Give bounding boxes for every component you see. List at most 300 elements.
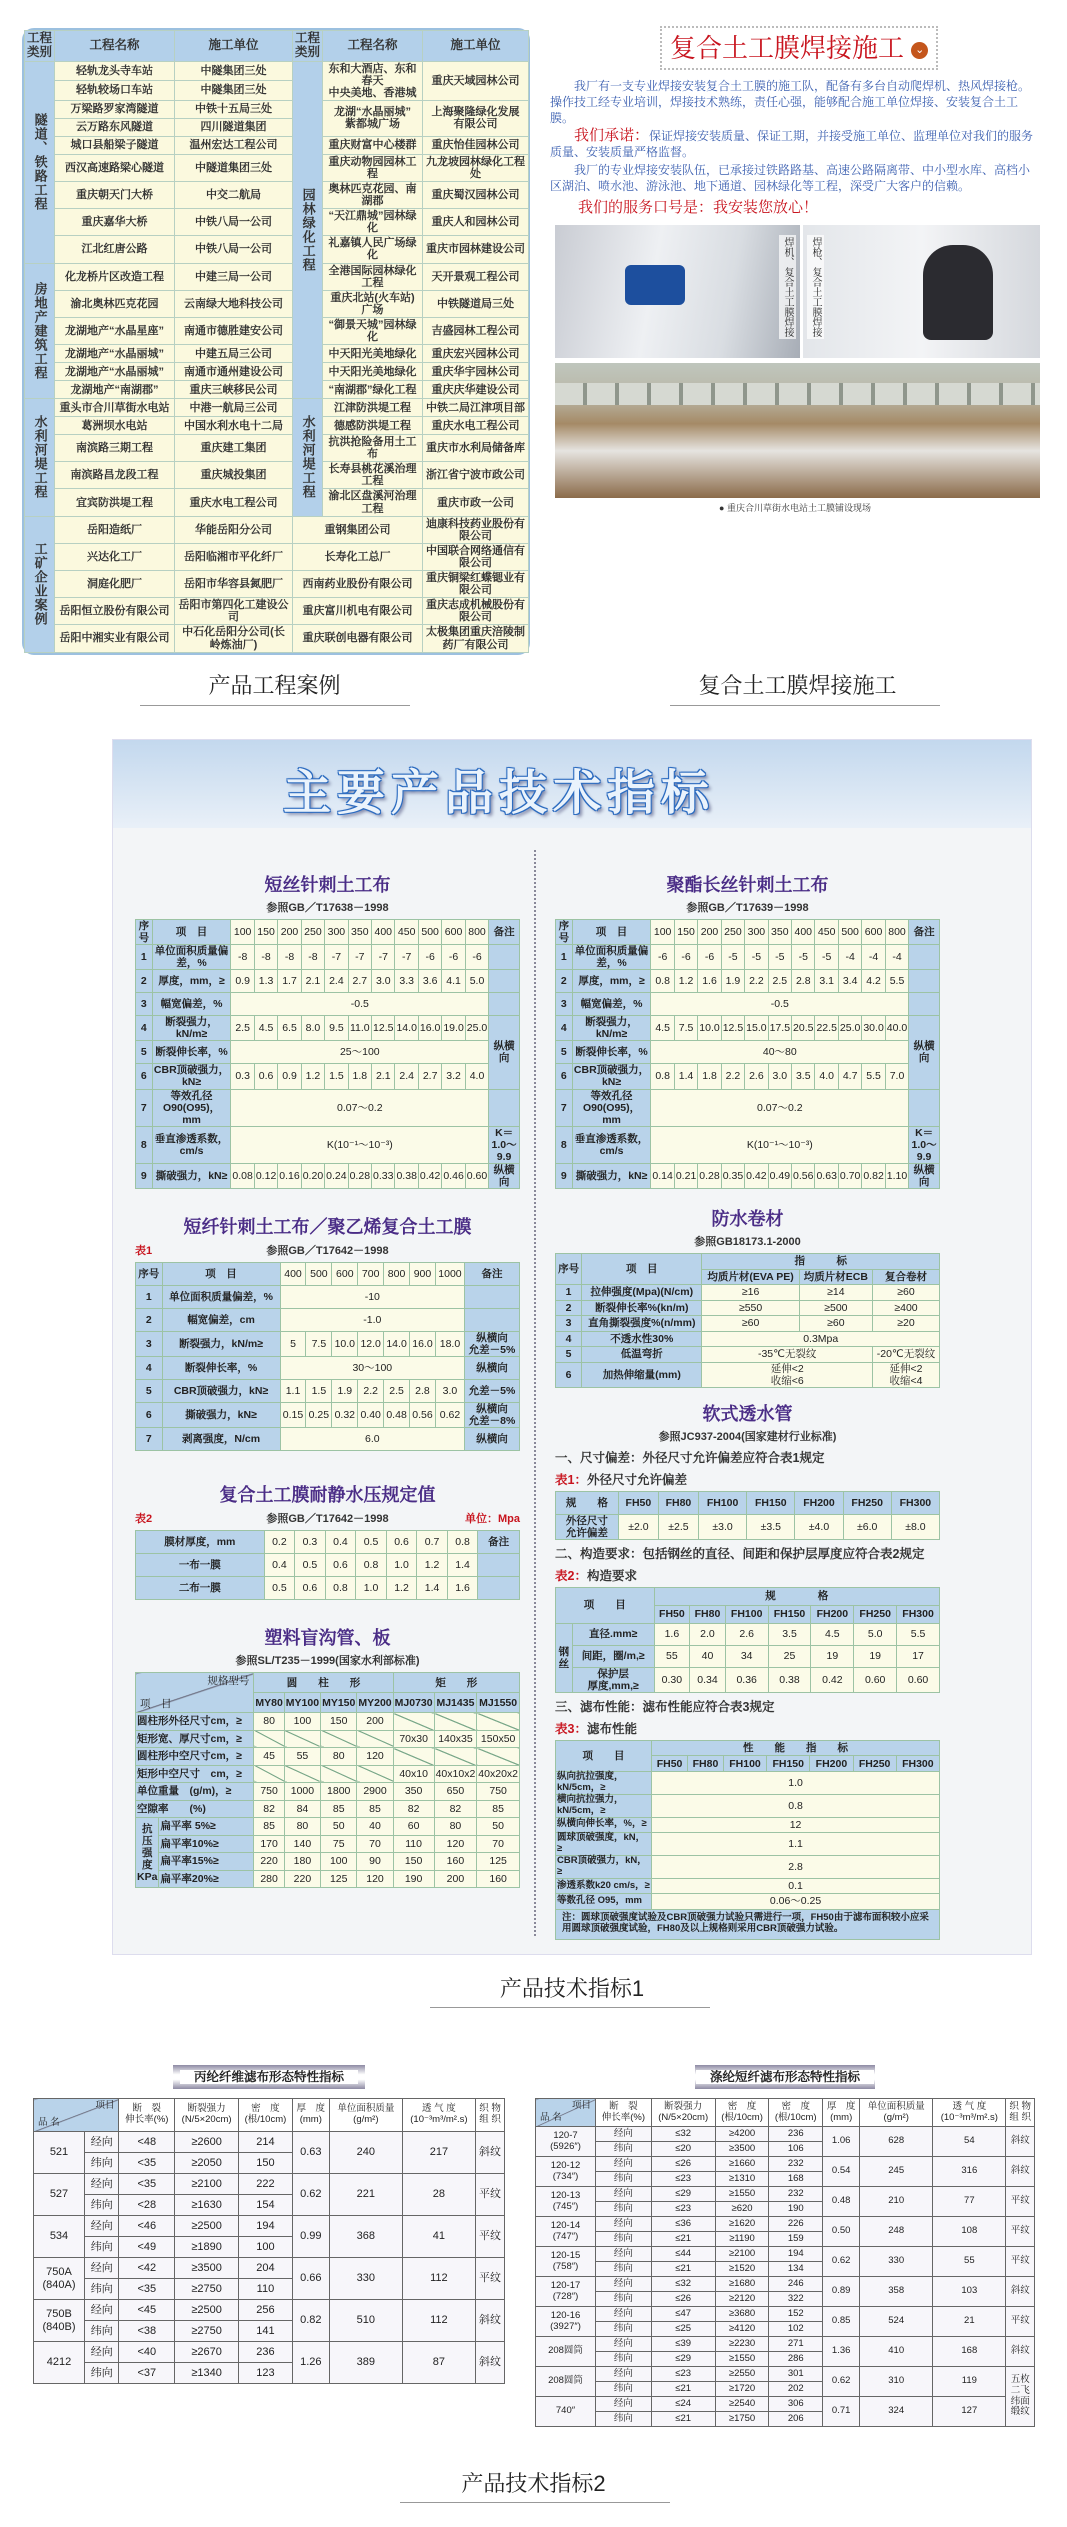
- table-cell: 矩形中空尺寸 cm，≥: [136, 1765, 254, 1783]
- table-cell: 德感防洪堤工程: [323, 417, 423, 435]
- table-cell: 0.5: [356, 1531, 387, 1554]
- table-cell: 120: [357, 1870, 393, 1888]
- table-row: [556, 1587, 940, 1605]
- table-cell: 0.42: [418, 1163, 441, 1188]
- table-cell: 0.9: [231, 970, 254, 993]
- table-cell: 40x10x2: [434, 1765, 477, 1783]
- project-cases-caption: 产品工程案例: [208, 673, 341, 698]
- table-cell: 2900: [357, 1783, 393, 1801]
- table-cell: 天开景观工程公司: [423, 263, 529, 290]
- table-cell: 7: [136, 1428, 163, 1451]
- composite-table-label: 表1: [135, 1245, 153, 1257]
- table-cell: 40: [690, 1645, 726, 1667]
- table-cell: 7.0: [885, 1064, 908, 1089]
- table-row: [25, 317, 529, 344]
- table-cell: 1.10: [885, 1163, 908, 1188]
- table-cell: 12.5: [372, 1016, 395, 1041]
- soft-pipe-title: 软式透水管: [702, 1403, 793, 1424]
- table-cell: 单位面积质量 (g/m²): [860, 2099, 933, 2127]
- table-cell: ≥4120: [715, 2322, 769, 2337]
- table-row: [25, 462, 529, 489]
- table-cell: 纬向: [596, 2202, 652, 2217]
- table-cell: 150: [674, 920, 697, 945]
- table-cell: 200: [278, 920, 301, 945]
- table-cell: ≥1310: [715, 2172, 769, 2187]
- structure-table: [555, 1587, 940, 1693]
- table-cell: 纵向抗拉强度，kN/5cm，≥: [556, 1771, 652, 1794]
- table-cell: 1.2: [674, 970, 697, 993]
- table-cell: 7: [136, 1089, 153, 1126]
- table-cell: <40: [119, 2342, 175, 2363]
- table-cell: ≥500: [799, 1300, 872, 1316]
- table-cell: 140: [284, 1835, 320, 1853]
- table-cell: 14.0: [384, 1332, 410, 1357]
- table-cell: FH200: [795, 1491, 843, 1514]
- table-cell: 岳阳市华容县氮肥厂: [175, 571, 293, 598]
- table-cell: [489, 945, 520, 970]
- divider: [400, 2502, 670, 2503]
- table-cell: FH300: [897, 1605, 940, 1623]
- table-row: [136, 993, 520, 1016]
- table-cell: <35: [119, 2153, 175, 2174]
- table-cell: 7: [556, 1089, 573, 1126]
- table-cell: 云南绿大地科技公司: [175, 290, 293, 317]
- table-cell: ≥60: [702, 1316, 799, 1332]
- table-row: [536, 2337, 1035, 2352]
- table-cell: ±2.0: [618, 1514, 658, 1539]
- table-cell: ≤21: [651, 2232, 715, 2247]
- table-cell: 2: [556, 1300, 582, 1316]
- table-cell: 幅宽偏差，%: [572, 993, 651, 1016]
- table-cell: 4.0: [815, 1064, 838, 1089]
- table-cell: 岳阳造纸厂: [55, 516, 175, 543]
- table-cell: 628: [860, 2127, 933, 2157]
- table-cell: 云万路东风隧道: [55, 118, 175, 136]
- table-cell: 206: [769, 2412, 823, 2427]
- table-row: [25, 100, 529, 118]
- table-cell: 长寿化工总厂: [293, 543, 423, 570]
- table-cell: 3.0: [768, 1064, 791, 1089]
- table-cell: 5.0: [465, 970, 488, 993]
- table-cell: 400: [280, 1263, 306, 1286]
- table-cell: <38: [119, 2321, 175, 2342]
- table-cell: 透 气 度 (10⁻³m³/m².s): [402, 2099, 475, 2132]
- table-cell: 4.1: [442, 970, 465, 993]
- table-cell: 项 目: [556, 1740, 652, 1771]
- table-cell: 1000: [284, 1783, 320, 1801]
- table-cell: 迪康科技药业股份有限公司: [423, 516, 529, 543]
- table-cell: -5: [768, 945, 791, 970]
- table-cell: 重庆怡佳园林公司: [423, 136, 529, 154]
- table-row: [536, 2307, 1035, 2322]
- table-cell: 抗压强度 KPa: [136, 1818, 159, 1888]
- table-cell: 备注: [489, 920, 520, 945]
- table-cell: 渝北区盘溪河治理工程: [323, 489, 423, 516]
- waterproof-table: [555, 1253, 940, 1388]
- table-cell: 19: [854, 1645, 897, 1667]
- table-cell: 1: [136, 1286, 163, 1309]
- table-cell: MJ1550: [477, 1693, 520, 1713]
- table-cell: 0.8: [447, 1531, 478, 1554]
- table-cell: 上海聚隆绿化发展 有限公司: [423, 100, 529, 136]
- drain-standard: 参照SL/T235－1999(国家水利部标准): [235, 1655, 420, 1668]
- table-cell: ≥4200: [715, 2127, 769, 2142]
- table-cell: 85: [254, 1818, 284, 1836]
- table-cell: 保护层 厚度,mm,≥: [572, 1667, 654, 1692]
- table-cell: 10.0: [332, 1332, 358, 1357]
- table-cell: [489, 970, 520, 993]
- table-cell: ±6.0: [843, 1514, 891, 1539]
- table-row: [556, 1254, 940, 1270]
- table-cell: 浙江省宁波市政公司: [423, 462, 529, 489]
- table-cell: 礼嘉镇人民广场绿化: [323, 236, 423, 263]
- diagonal-header-bottom: 项 目: [140, 1698, 172, 1711]
- table-cell: 工程名称: [55, 31, 175, 62]
- table-cell: ≤23: [651, 2202, 715, 2217]
- table-cell: 350: [348, 920, 371, 945]
- divider: [140, 705, 410, 706]
- table-cell: ≤47: [651, 2307, 715, 2322]
- table-cell: 0.54: [823, 2157, 860, 2187]
- table-cell: 204: [239, 2258, 293, 2279]
- table-cell: ≤44: [651, 2247, 715, 2262]
- table-cell: 55: [933, 2247, 1006, 2277]
- table-cell: [465, 1286, 520, 1309]
- table-cell: 3.6: [418, 970, 441, 993]
- table-cell: MY100: [284, 1693, 320, 1713]
- table-cell: 重庆富川机电有限公司: [293, 598, 423, 625]
- table-cell: 平纹: [1006, 2307, 1035, 2337]
- table-cell: 0.99: [292, 2216, 329, 2258]
- table-row: [25, 154, 529, 181]
- table-cell: ±3.0: [698, 1514, 746, 1539]
- table-cell: FH50: [618, 1491, 658, 1514]
- pp-title: 丙纶纤维滤布形态特性指标: [180, 2070, 358, 2084]
- table-row: [556, 1794, 940, 1817]
- table-row: [556, 1623, 940, 1645]
- table-cell: 2.0: [690, 1623, 726, 1645]
- table-cell: 0.5: [295, 1554, 326, 1577]
- table-cell: 2.2: [358, 1380, 384, 1403]
- table-cell: 断裂伸长率，%: [572, 1041, 651, 1064]
- table-cell: 0.07～0.2: [651, 1089, 909, 1126]
- table-cell: ≥60: [799, 1316, 872, 1332]
- table-cell: 6: [136, 1064, 153, 1089]
- table-cell: 85: [477, 1800, 520, 1818]
- table-cell: -7: [348, 945, 371, 970]
- table-cell: 1.8: [348, 1064, 371, 1089]
- table-cell: 15.0: [745, 1016, 768, 1041]
- table-cell: 0.89: [823, 2277, 860, 2307]
- table-cell: K(10⁻¹～10⁻³): [651, 1126, 909, 1163]
- table-cell: 1.5: [325, 1064, 348, 1089]
- table-cell: ±4.0: [795, 1514, 843, 1539]
- table-cell: 14.0: [395, 1016, 418, 1041]
- table-cell: 2.7: [348, 970, 371, 993]
- table-cell: 80: [284, 1818, 320, 1836]
- table-cell: [34, 2099, 119, 2132]
- table-cell: 120-17 (728″): [536, 2277, 596, 2307]
- table-row: [136, 1016, 520, 1041]
- table-cell: -1.0: [280, 1309, 464, 1332]
- table-cell: 0.07～0.2: [231, 1089, 489, 1126]
- table-row: [136, 1765, 520, 1783]
- table-cell: 80: [254, 1713, 284, 1731]
- table-row: [25, 543, 529, 570]
- table-cell: 0.66: [292, 2258, 329, 2300]
- table-cell: 直径.mm≥: [572, 1623, 654, 1645]
- table-cell: 800: [384, 1263, 410, 1286]
- table-cell: 低温弯折: [582, 1347, 702, 1363]
- table-cell: 二布一膜: [136, 1577, 265, 1600]
- polyester-table: [555, 919, 940, 1189]
- table-cell: 120-7 (5926″): [536, 2127, 596, 2157]
- table-cell: 2.8: [792, 970, 815, 993]
- table-cell: 中天阳光美地绿化: [323, 345, 423, 363]
- waterproof-standard: 参照GB18173.1-2000: [694, 1236, 801, 1248]
- table-cell: ≥2600: [175, 2132, 239, 2153]
- table-cell: ≥1720: [715, 2382, 769, 2397]
- table-cell: 重庆城投集团: [175, 462, 293, 489]
- welding-title: [660, 26, 938, 70]
- table-cell: 900: [410, 1263, 436, 1286]
- table-cell: 经向: [596, 2187, 652, 2202]
- table-cell: 0.62: [435, 1403, 464, 1428]
- table-cell: 5.5: [862, 1064, 885, 1089]
- table-cell: MY150: [321, 1693, 357, 1713]
- table-cell: 256: [239, 2300, 293, 2321]
- table-cell: 规 格: [556, 1491, 619, 1514]
- table-cell: ≤21: [651, 2262, 715, 2277]
- table-cell: -6: [418, 945, 441, 970]
- table-cell: 0.82: [862, 1163, 885, 1188]
- polyester-title: 聚酯长丝针刺土工布: [666, 875, 829, 895]
- table-cell: 岳阳中湘实业有限公司: [55, 625, 175, 652]
- welding-experience: 我厂的专业焊接安装队伍，已承接过铁路路基、高速公路隔离带、中小型水库、高档小区湖泊、喷水池、游泳池、地下通道、园林绿化等工程，深受广大客户的信赖。: [550, 163, 1031, 193]
- table-cell: 0.7: [417, 1531, 448, 1554]
- table-cell: 600: [332, 1263, 358, 1286]
- table-cell: 250: [301, 920, 324, 945]
- table-cell: 1.26: [292, 2342, 329, 2384]
- table-cell: -6: [698, 945, 721, 970]
- table-cell: 渝北奥林匹克花园: [55, 290, 175, 317]
- table-cell: 斜纹: [1006, 2157, 1035, 2187]
- table-cell: 宜宾防洪堤工程: [55, 489, 175, 516]
- table-cell: ≥1750: [715, 2412, 769, 2427]
- table-row: [556, 1331, 940, 1347]
- table-cell: 2.6: [745, 1064, 768, 1089]
- table-cell: [357, 1765, 393, 1783]
- table-cell: 25: [768, 1645, 811, 1667]
- hydrostatic-unit: 单位：Mpa: [465, 1513, 520, 1526]
- table-cell: 2.1: [301, 970, 324, 993]
- table-cell: 34: [725, 1645, 768, 1667]
- table-cell: 1: [136, 945, 153, 970]
- table-cell: 280: [254, 1870, 284, 1888]
- table-cell: 纬向: [596, 2292, 652, 2307]
- table-cell: ≥2100: [175, 2174, 239, 2195]
- table-cell: 矩 形: [393, 1673, 519, 1693]
- table-cell: 纵横向: [909, 1163, 940, 1188]
- table-cell: FH150: [768, 1605, 811, 1623]
- photo-caption: 焊枪、复合土工膜焊接: [807, 235, 824, 339]
- table-cell: 306: [769, 2397, 823, 2412]
- table-row: [34, 2216, 505, 2237]
- table-cell: 九龙坡园林绿化工程处: [423, 154, 529, 181]
- welding-machine-photo: [555, 225, 800, 358]
- table-cell: ≥400: [872, 1300, 939, 1316]
- table-row: [136, 1730, 520, 1748]
- project-cases-table: [24, 30, 529, 653]
- table3-title: 滤布性能: [586, 1721, 637, 1736]
- table-cell: [254, 1765, 284, 1783]
- table-cell: 中铁十五局三处: [175, 100, 293, 118]
- table-cell: FH250: [843, 1491, 891, 1514]
- table-cell: 9: [556, 1163, 573, 1188]
- welding-caption: 复合土工膜焊接施工: [698, 673, 897, 698]
- table-cell: 城口县船梁子隧道: [55, 136, 175, 154]
- table-cell: 断裂强力，kN/m≥: [152, 1016, 231, 1041]
- table-cell: 800: [885, 920, 908, 945]
- table-row: [25, 363, 529, 381]
- table-row: [536, 2099, 1035, 2127]
- table-cell: 368: [329, 2216, 402, 2258]
- site-photo-caption-text: 重庆合川草街水电站土工膜铺设现场: [726, 503, 871, 513]
- table-cell: 南滨路昌龙段工程: [55, 462, 175, 489]
- table-cell: 中建五局三公司: [175, 345, 293, 363]
- table-cell: 工程类别: [293, 31, 323, 62]
- size-deviation-table: [555, 1491, 940, 1540]
- table-cell: 25～100: [231, 1041, 489, 1064]
- table-cell: 南通市通州建设公司: [175, 363, 293, 381]
- table-cell: ≤21: [651, 2382, 715, 2397]
- table-cell: 1.0: [356, 1577, 387, 1600]
- table-cell: ≥2230: [715, 2337, 769, 2352]
- table-cell: 650: [434, 1783, 477, 1801]
- table-cell: 4.0: [465, 1064, 488, 1089]
- spec-right-column: [555, 871, 940, 1940]
- table-cell: 1.6: [447, 1577, 478, 1600]
- table-cell: 中国水利水电十二局: [175, 417, 293, 435]
- welding-promise: [550, 128, 1040, 160]
- table-cell: 纵横向: [465, 1357, 520, 1380]
- table-cell: 208圆筒: [536, 2367, 596, 2397]
- table-cell: 经向: [596, 2397, 652, 2412]
- table-cell: 0.48: [823, 2187, 860, 2217]
- table-cell: 纵横向伸长率，%，≥: [556, 1817, 652, 1833]
- table-cell: ≥2750: [175, 2321, 239, 2342]
- table-row: [136, 1332, 520, 1357]
- table-cell: 110: [239, 2279, 293, 2300]
- table-cell: 152: [769, 2307, 823, 2322]
- table-cell: 750B (840B): [34, 2300, 85, 2342]
- table-cell: ≤29: [651, 2352, 715, 2367]
- table-cell: 全港国际园林绿化工程: [323, 263, 423, 290]
- table-cell: 指 标: [702, 1254, 940, 1270]
- table-cell: -4: [862, 945, 885, 970]
- table-cell: 1.1: [652, 1833, 940, 1856]
- table-cell: 0.71: [823, 2397, 860, 2427]
- filter-performance-table: [555, 1740, 940, 1940]
- table-cell: 纬向: [84, 2279, 118, 2300]
- table-cell: 40～80: [651, 1041, 909, 1064]
- table-cell: 154: [239, 2195, 293, 2216]
- table-cell: 50: [321, 1818, 357, 1836]
- table-cell: ≥3500: [715, 2142, 769, 2157]
- table-cell: 1: [556, 945, 573, 970]
- table-cell: 2.4: [325, 970, 348, 993]
- table-cell: 斜纹: [476, 2132, 505, 2174]
- table-row: [136, 970, 520, 993]
- table-cell: <35: [119, 2279, 175, 2300]
- table-cell: CBR顶破强力，kN≥: [162, 1380, 280, 1403]
- table-cell: 3: [136, 1332, 163, 1357]
- table-cell: 0.63: [815, 1163, 838, 1188]
- table-cell: 6.5: [278, 1016, 301, 1041]
- table-cell: 1.36: [823, 2337, 860, 2367]
- table-cell: 6: [136, 1403, 163, 1428]
- table-cell: 纬向: [84, 2363, 118, 2384]
- table-cell: 194: [239, 2216, 293, 2237]
- table-cell: 断裂强力，kN/m≥: [572, 1016, 651, 1041]
- table-cell: 2.7: [418, 1064, 441, 1089]
- table-cell: ≥3680: [715, 2307, 769, 2322]
- table-cell: 项 目: [582, 1254, 702, 1285]
- table-cell: 123: [239, 2363, 293, 2384]
- table-cell: 断裂强力，kN/m≥: [162, 1332, 280, 1357]
- table-cell: 1800: [321, 1783, 357, 1801]
- table-cell: -5: [745, 945, 768, 970]
- table-cell: 经向: [596, 2367, 652, 2382]
- table-cell: 286: [769, 2352, 823, 2367]
- table-cell: 389: [329, 2342, 402, 2384]
- table-cell: 168: [933, 2337, 1006, 2367]
- table-cell: 平纹: [476, 2216, 505, 2258]
- table-row: [136, 1800, 520, 1818]
- table-cell: 纬向: [596, 2382, 652, 2397]
- table-cell: 西汉高速路梁心隧道: [55, 154, 175, 181]
- table-cell: -7: [395, 945, 418, 970]
- table-cell: 500: [306, 1263, 332, 1286]
- table-cell: 6: [556, 1362, 582, 1387]
- table-cell: 经向: [596, 2247, 652, 2262]
- table-cell: 524: [860, 2307, 933, 2337]
- table-cell: 12.5: [721, 1016, 744, 1041]
- table-cell: 108: [933, 2217, 1006, 2247]
- table-cell: 232: [769, 2187, 823, 2202]
- table-cell: 纵横向: [465, 1428, 520, 1451]
- table-cell: 600: [442, 920, 465, 945]
- table-row: [556, 1041, 940, 1064]
- table-cell: 100: [231, 920, 254, 945]
- table-cell: 断裂伸长率，%: [152, 1041, 231, 1064]
- spec1-caption: 产品技术指标1: [499, 1976, 645, 2001]
- table-cell: 0.6: [295, 1577, 326, 1600]
- table-cell: 0.42: [811, 1667, 854, 1692]
- table-cell: [434, 1748, 477, 1766]
- table-cell: 经向: [596, 2157, 652, 2172]
- table-cell: 织 物 组 织: [1006, 2099, 1035, 2127]
- table-cell: 兴达化工厂: [55, 543, 175, 570]
- table-cell: 300: [325, 920, 348, 945]
- table-cell: 洞庭化肥厂: [55, 571, 175, 598]
- table-cell: 0.12: [254, 1163, 277, 1188]
- table-cell: -6: [442, 945, 465, 970]
- table-cell: 2.5: [231, 1016, 254, 1041]
- table-cell: 斜纹: [1006, 2127, 1035, 2157]
- table-cell: 316: [933, 2157, 1006, 2187]
- chevron-down-circle-icon: ⌄: [911, 42, 928, 59]
